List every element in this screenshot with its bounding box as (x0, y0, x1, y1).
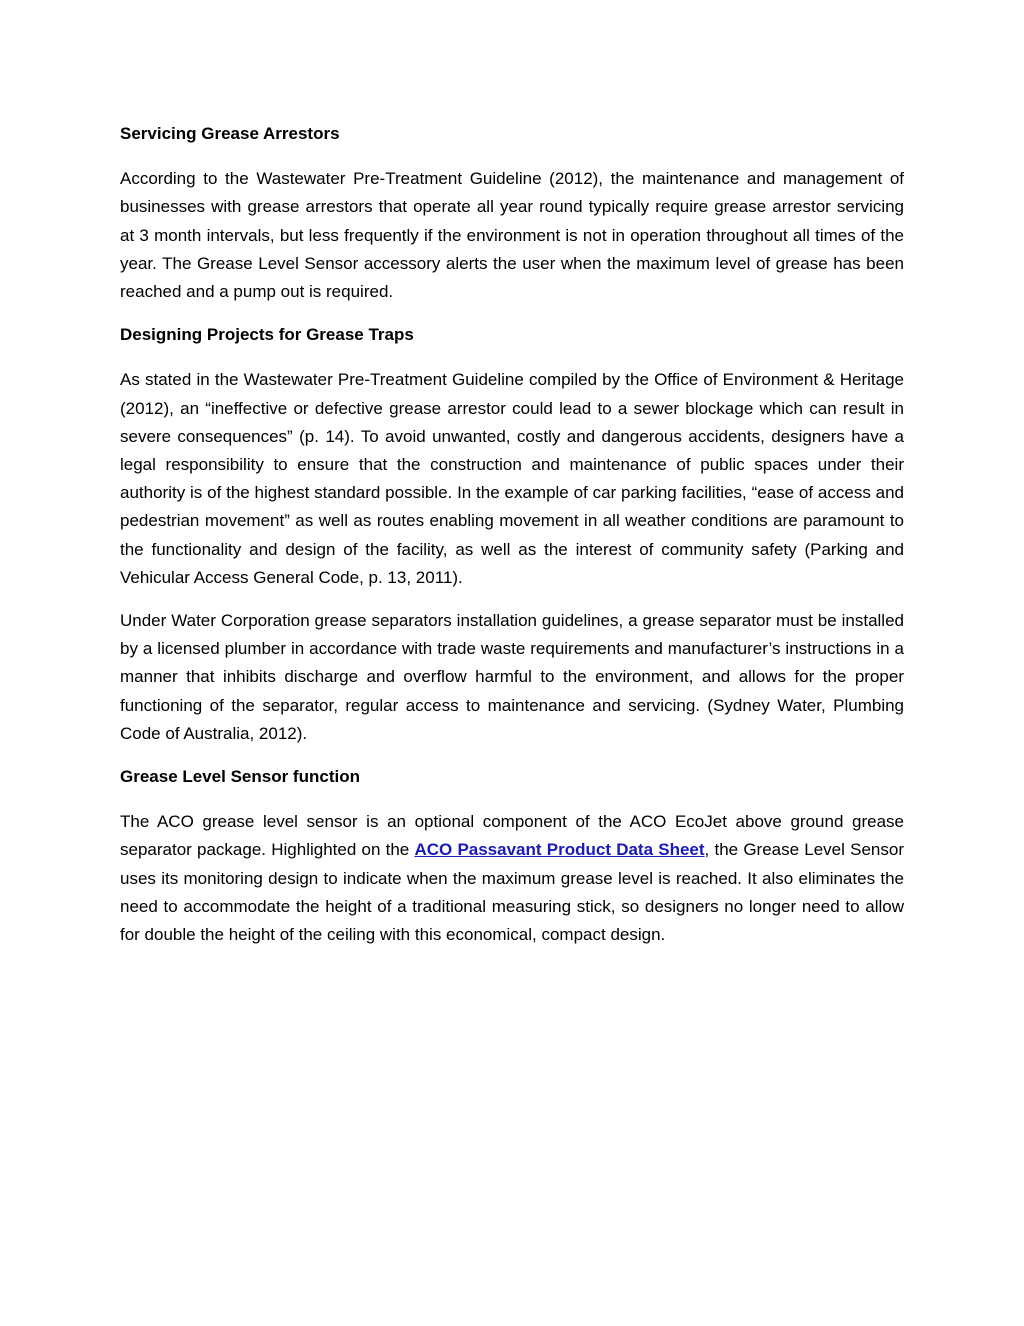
heading-designing-projects: Designing Projects for Grease Traps (120, 325, 414, 345)
paragraph-servicing: According to the Wastewater Pre-Treatment Guideline (2012), the maintenance and management of businesses with grease arrestors that operate all year round typically require grease arrestor servicing at 3 month intervals, but less frequently if the environment is not in operation throughout all times of the year. The Grease Level Sensor accessory alerts the user when the maximum level of grease has been reached and a pump out is required. (120, 169, 904, 302)
heading-servicing-grease-arrestors: Servicing Grease Arrestors (120, 124, 340, 143)
document-page (120, 120, 904, 964)
sensor-text-after-link: , the Grease Level Sensor uses its monitoring design to indicate when the maximum grease level is reached. It also eliminates the need to accommodate the height of a traditional measuring stick, so designers no longer need to allow for double the height of the ceiling with this economical, compact design. (120, 840, 904, 945)
sensor-text-before-link: The ACO grease level sensor is an optional component of the ACO EcoJet above ground grease separator package. Highlighted on the (120, 812, 904, 860)
paragraph-sensor-function (120, 808, 904, 949)
aco-product-data-sheet-link[interactable]: ACO Passavant Product Data Sheet (414, 840, 705, 860)
paragraph-designing-2: Under Water Corporation grease separators installation guidelines, a grease separator must be installed by a licensed plumber in accordance with trade waste requirements and manufacturer’s instructions in a manner that inhibits discharge and overflow harmful to the environment, and allows for the proper functioning of the separator, regular access to maintenance and servicing. (Sydney Water, Plumbing Code of Australia, 2012). (120, 611, 904, 743)
heading-grease-level-sensor: Grease Level Sensor function (120, 767, 360, 787)
paragraph-designing-1: As stated in the Wastewater Pre-Treatment Guideline compiled by the Office of Environment & Heritage (2012), an “ineffective or defective grease arrestor could lead to a sewer blockage which can result in severe consequences” (p. 14). To avoid unwanted, costly and dangerous accidents, designers have a legal responsibility to ensure that the construction and maintenance of public spaces under their authority is of the highest standard possible. In the example of car parking facilities, “ease of access and pedestrian movement” as well as routes enabling movement in all weather conditions are paramount to the functionality and design of the facility, as well as the interest of community safety (Parking and Vehicular Access General Code, p. 13, 2011). (120, 370, 904, 587)
